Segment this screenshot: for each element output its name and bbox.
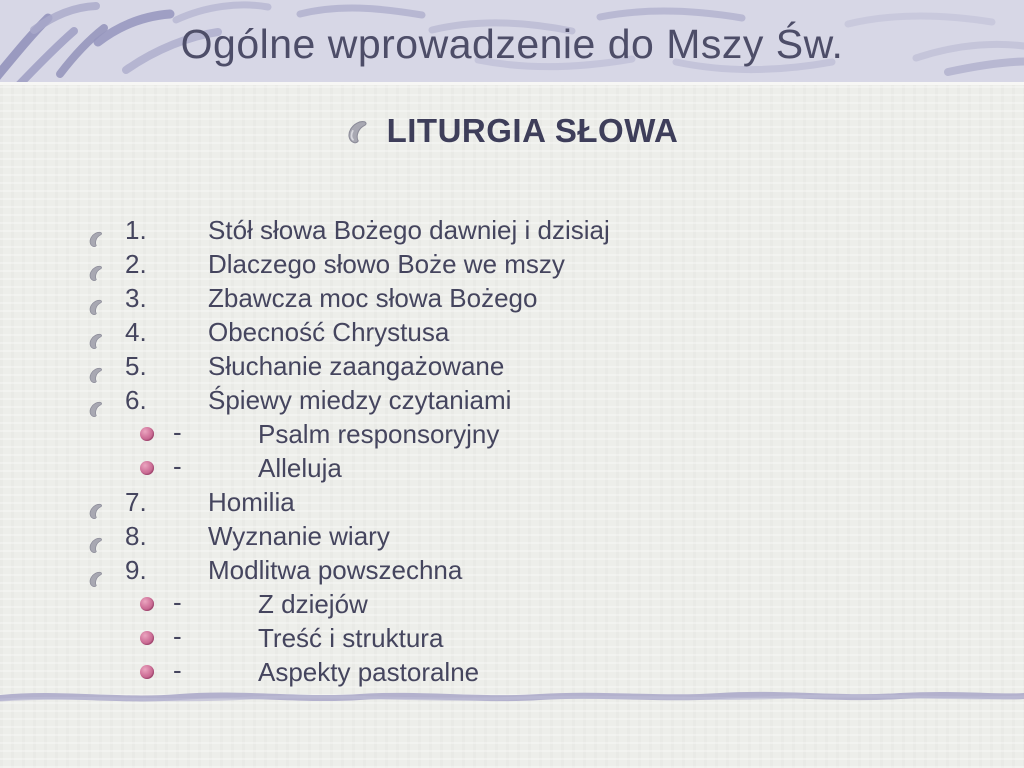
list-item-number: 2. xyxy=(125,249,147,279)
list-item-number: 9. xyxy=(125,555,147,585)
list-item xyxy=(88,383,948,417)
list-item-text: Wyznanie wiary xyxy=(208,521,390,551)
brush-bullet-icon xyxy=(88,222,105,239)
list-item xyxy=(88,281,948,315)
pink-bullet-icon xyxy=(140,631,154,645)
list-subitem-text: Aspekty pastoralne xyxy=(258,657,480,687)
list-item-text: Śpiewy miedzy czytaniami xyxy=(208,385,512,415)
list-item xyxy=(88,519,948,553)
brush-bullet-icon xyxy=(88,256,105,273)
brush-bullet-icon xyxy=(88,290,105,307)
list-item-number: 3. xyxy=(125,283,147,313)
section-heading xyxy=(0,108,1024,154)
list-item-text: Obecność Chrystusa xyxy=(208,317,450,347)
bottom-wave-divider xyxy=(0,686,1024,710)
list-item-text: Słuchanie zaangażowane xyxy=(208,351,505,381)
list-subitem-text: Psalm responsoryjny xyxy=(258,419,500,449)
list-subitem-text: Alleluja xyxy=(258,453,342,483)
list-item-text: Dlaczego słowo Boże we mszy xyxy=(208,249,565,279)
pink-bullet-icon xyxy=(140,665,154,679)
list-item-number: 8. xyxy=(125,521,147,551)
list-item-number: 6. xyxy=(125,385,147,415)
agenda-list xyxy=(88,213,948,689)
list-subitem xyxy=(88,587,948,621)
list-item xyxy=(88,247,948,281)
subitem-dash: - xyxy=(173,587,182,617)
list-item-number: 5. xyxy=(125,351,147,381)
list-item-number: 7. xyxy=(125,487,147,517)
brush-bullet-icon xyxy=(88,562,105,579)
list-subitem xyxy=(88,621,948,655)
list-item-text: Stół słowa Bożego dawniej i dzisiaj xyxy=(208,215,610,245)
pink-bullet-icon xyxy=(140,597,154,611)
list-item xyxy=(88,349,948,383)
subitem-dash: - xyxy=(173,417,182,447)
brush-bullet-icon xyxy=(88,392,105,409)
list-item-number: 4. xyxy=(125,317,147,347)
subitem-dash: - xyxy=(173,621,182,651)
slide-title: Ogólne wprowadzenie do Mszy Św. xyxy=(180,21,844,67)
brush-comma-icon xyxy=(346,118,371,145)
list-subitem-text: Treść i struktura xyxy=(258,623,444,653)
list-subitem xyxy=(88,655,948,689)
list-subitem xyxy=(88,451,948,485)
list-item-text: Homilia xyxy=(208,487,295,517)
list-item-text: Modlitwa powszechna xyxy=(208,555,463,585)
list-subitem-text: Z dziejów xyxy=(258,589,368,619)
section-heading-label: LITURGIA SŁOWA xyxy=(386,112,679,149)
list-item xyxy=(88,315,948,349)
brush-bullet-icon xyxy=(88,358,105,375)
list-item-number: 1. xyxy=(125,215,147,245)
pink-bullet-icon xyxy=(140,461,154,475)
brush-bullet-icon xyxy=(88,324,105,341)
subitem-dash: - xyxy=(173,655,182,685)
list-item xyxy=(88,553,948,587)
list-item xyxy=(88,213,948,247)
list-subitem xyxy=(88,417,948,451)
list-item xyxy=(88,485,948,519)
brush-bullet-icon xyxy=(88,528,105,545)
pink-bullet-icon xyxy=(140,427,154,441)
brush-bullet-icon xyxy=(88,494,105,511)
subitem-dash: - xyxy=(173,451,182,481)
title-banner xyxy=(0,0,1024,85)
list-item-text: Zbawcza moc słowa Bożego xyxy=(208,283,538,313)
